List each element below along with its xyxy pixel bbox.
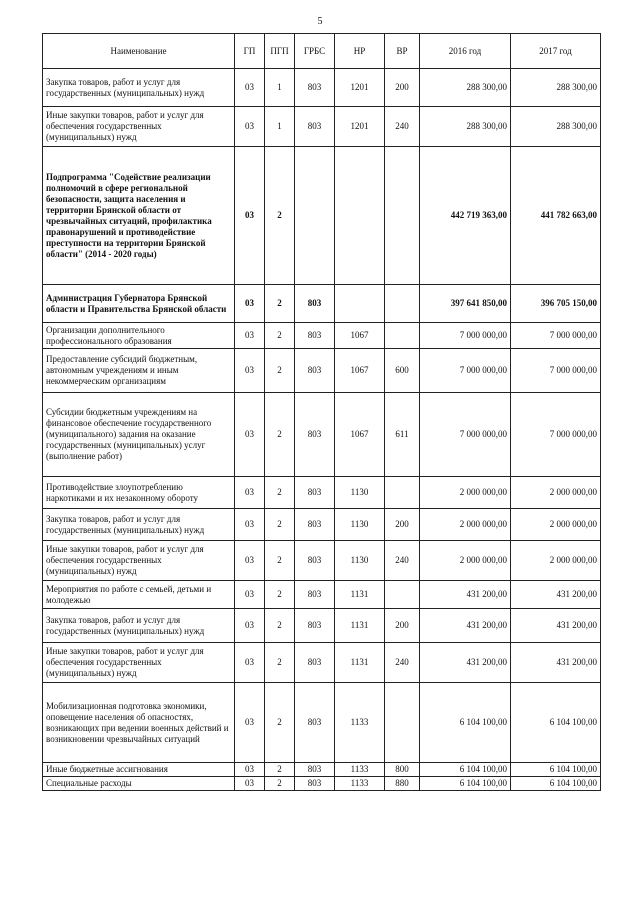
cell-y2016: 7 000 000,00 bbox=[420, 323, 511, 349]
cell-gp: 03 bbox=[235, 393, 265, 477]
cell-grbs: 803 bbox=[295, 643, 335, 683]
cell-y2016: 431 200,00 bbox=[420, 581, 511, 609]
cell-np: 1130 bbox=[335, 509, 385, 541]
cell-vr bbox=[385, 683, 420, 763]
cell-y2017: 7 000 000,00 bbox=[511, 393, 601, 477]
cell-name: Субсидии бюджетным учреждениям на финансовое обеспечение государственного (муниципального) задания на оказание государственных (муниципальных) услуг (выполнение работ) bbox=[43, 393, 235, 477]
cell-vr: 240 bbox=[385, 541, 420, 581]
cell-y2016: 6 104 100,00 bbox=[420, 777, 511, 791]
cell-name: Иные закупки товаров, работ и услуг для обеспечения государственных (муниципальных) нужд bbox=[43, 107, 235, 147]
cell-pgp: 2 bbox=[265, 541, 295, 581]
cell-np: 1133 bbox=[335, 763, 385, 777]
table-row bbox=[43, 541, 601, 581]
cell-y2016: 7 000 000,00 bbox=[420, 393, 511, 477]
cell-pgp: 2 bbox=[265, 643, 295, 683]
table-row bbox=[43, 147, 601, 285]
cell-np: 1130 bbox=[335, 541, 385, 581]
cell-pgp: 2 bbox=[265, 349, 295, 393]
cell-y2016: 288 300,00 bbox=[420, 107, 511, 147]
cell-y2017: 396 705 150,00 bbox=[511, 285, 601, 323]
cell-np: 1130 bbox=[335, 477, 385, 509]
table-row bbox=[43, 393, 601, 477]
cell-y2016: 442 719 363,00 bbox=[420, 147, 511, 285]
table-row bbox=[43, 477, 601, 509]
cell-y2017: 431 200,00 bbox=[511, 643, 601, 683]
cell-pgp: 2 bbox=[265, 285, 295, 323]
cell-name: Предоставление субсидий бюджетным, автономным учреждениям и иным некоммерческим организациям bbox=[43, 349, 235, 393]
cell-vr: 600 bbox=[385, 349, 420, 393]
cell-y2016: 6 104 100,00 bbox=[420, 763, 511, 777]
table-row bbox=[43, 349, 601, 393]
cell-pgp: 2 bbox=[265, 683, 295, 763]
cell-y2016: 397 641 850,00 bbox=[420, 285, 511, 323]
cell-y2017: 288 300,00 bbox=[511, 69, 601, 107]
cell-name: Специальные расходы bbox=[43, 777, 235, 791]
cell-pgp: 2 bbox=[265, 609, 295, 643]
header-2017: 2017 год bbox=[511, 34, 601, 69]
cell-gp: 03 bbox=[235, 323, 265, 349]
cell-grbs: 803 bbox=[295, 777, 335, 791]
table-row bbox=[43, 285, 601, 323]
cell-y2017: 431 200,00 bbox=[511, 609, 601, 643]
table-row bbox=[43, 643, 601, 683]
header-vr: ВР bbox=[385, 34, 420, 69]
cell-name: Мобилизационная подготовка экономики, оповещение населения об опасностях, возникающих при ведении военных действий и возникновении чрезвычайных ситуаций bbox=[43, 683, 235, 763]
cell-y2017: 6 104 100,00 bbox=[511, 763, 601, 777]
cell-grbs: 803 bbox=[295, 477, 335, 509]
cell-y2017: 2 000 000,00 bbox=[511, 509, 601, 541]
cell-y2017: 6 104 100,00 bbox=[511, 777, 601, 791]
cell-y2017: 431 200,00 bbox=[511, 581, 601, 609]
cell-pgp: 2 bbox=[265, 509, 295, 541]
cell-vr bbox=[385, 581, 420, 609]
cell-y2016: 2 000 000,00 bbox=[420, 509, 511, 541]
cell-y2016: 431 200,00 bbox=[420, 609, 511, 643]
cell-grbs: 803 bbox=[295, 69, 335, 107]
cell-np bbox=[335, 147, 385, 285]
table-row bbox=[43, 777, 601, 791]
cell-y2017: 2 000 000,00 bbox=[511, 541, 601, 581]
cell-grbs: 803 bbox=[295, 509, 335, 541]
cell-gp: 03 bbox=[235, 777, 265, 791]
cell-y2016: 2 000 000,00 bbox=[420, 477, 511, 509]
cell-np: 1131 bbox=[335, 609, 385, 643]
cell-vr: 200 bbox=[385, 609, 420, 643]
cell-y2016: 2 000 000,00 bbox=[420, 541, 511, 581]
cell-pgp: 2 bbox=[265, 763, 295, 777]
cell-vr bbox=[385, 323, 420, 349]
cell-y2016: 431 200,00 bbox=[420, 643, 511, 683]
page-number: 5 bbox=[317, 16, 323, 27]
cell-gp: 03 bbox=[235, 609, 265, 643]
cell-grbs: 803 bbox=[295, 285, 335, 323]
cell-name: Мероприятия по работе с семьей, детьми и молодежью bbox=[43, 581, 235, 609]
cell-np: 1067 bbox=[335, 323, 385, 349]
cell-gp: 03 bbox=[235, 147, 265, 285]
cell-name: Подпрограмма "Содействие реализации полномочий в сфере региональной безопасности, защита населения и территории Брянской области от чрезвычайных ситуаций, профилактика правонарушений и противодействие преступности на территории Брянской области" (2014 - 2020 годы) bbox=[43, 147, 235, 285]
cell-name: Администрация Губернатора Брянской области и Правительства Брянской области bbox=[43, 285, 235, 323]
cell-grbs bbox=[295, 147, 335, 285]
cell-np: 1067 bbox=[335, 393, 385, 477]
cell-vr: 200 bbox=[385, 509, 420, 541]
header-gp: ГП bbox=[235, 34, 265, 69]
cell-grbs: 803 bbox=[295, 541, 335, 581]
cell-y2016: 7 000 000,00 bbox=[420, 349, 511, 393]
cell-y2016: 6 104 100,00 bbox=[420, 683, 511, 763]
cell-grbs: 803 bbox=[295, 107, 335, 147]
cell-vr bbox=[385, 147, 420, 285]
cell-grbs: 803 bbox=[295, 683, 335, 763]
cell-y2017: 2 000 000,00 bbox=[511, 477, 601, 509]
cell-grbs: 803 bbox=[295, 763, 335, 777]
cell-gp: 03 bbox=[235, 683, 265, 763]
cell-y2017: 6 104 100,00 bbox=[511, 683, 601, 763]
header-pgp: ПГП bbox=[265, 34, 295, 69]
cell-name: Иные закупки товаров, работ и услуг для обеспечения государственных (муниципальных) нужд bbox=[43, 643, 235, 683]
header-np: НР bbox=[335, 34, 385, 69]
cell-pgp: 2 bbox=[265, 777, 295, 791]
cell-pgp: 1 bbox=[265, 69, 295, 107]
cell-grbs: 803 bbox=[295, 323, 335, 349]
header-grbs: ГРБС bbox=[295, 34, 335, 69]
cell-np: 1201 bbox=[335, 107, 385, 147]
cell-np: 1131 bbox=[335, 581, 385, 609]
table-row bbox=[43, 581, 601, 609]
cell-gp: 03 bbox=[235, 69, 265, 107]
cell-name: Закупка товаров, работ и услуг для государственных (муниципальных) нужд bbox=[43, 609, 235, 643]
cell-gp: 03 bbox=[235, 763, 265, 777]
cell-np: 1131 bbox=[335, 643, 385, 683]
cell-name: Закупка товаров, работ и услуг для государственных (муниципальных) нужд bbox=[43, 69, 235, 107]
cell-name: Иные закупки товаров, работ и услуг для обеспечения государственных (муниципальных) нужд bbox=[43, 541, 235, 581]
cell-vr: 800 bbox=[385, 763, 420, 777]
cell-gp: 03 bbox=[235, 581, 265, 609]
cell-name: Иные бюджетные ассигнования bbox=[43, 763, 235, 777]
table-row bbox=[43, 107, 601, 147]
cell-pgp: 2 bbox=[265, 147, 295, 285]
cell-vr: 880 bbox=[385, 777, 420, 791]
cell-vr: 611 bbox=[385, 393, 420, 477]
cell-grbs: 803 bbox=[295, 609, 335, 643]
cell-name: Организации дополнительного профессионального образования bbox=[43, 323, 235, 349]
cell-gp: 03 bbox=[235, 509, 265, 541]
cell-name: Противодействие злоупотреблению наркотиками и их незаконному обороту bbox=[43, 477, 235, 509]
cell-vr: 240 bbox=[385, 107, 420, 147]
cell-y2017: 288 300,00 bbox=[511, 107, 601, 147]
cell-pgp: 2 bbox=[265, 393, 295, 477]
table-row bbox=[43, 763, 601, 777]
table-row bbox=[43, 683, 601, 763]
cell-gp: 03 bbox=[235, 541, 265, 581]
cell-grbs: 803 bbox=[295, 349, 335, 393]
cell-y2017: 441 782 663,00 bbox=[511, 147, 601, 285]
cell-gp: 03 bbox=[235, 349, 265, 393]
cell-vr bbox=[385, 285, 420, 323]
header-2016: 2016 год bbox=[420, 34, 511, 69]
cell-np: 1133 bbox=[335, 777, 385, 791]
cell-pgp: 2 bbox=[265, 581, 295, 609]
table-row bbox=[43, 323, 601, 349]
table-row bbox=[43, 69, 601, 107]
cell-vr bbox=[385, 477, 420, 509]
cell-gp: 03 bbox=[235, 643, 265, 683]
table-row bbox=[43, 509, 601, 541]
cell-gp: 03 bbox=[235, 285, 265, 323]
cell-np: 1133 bbox=[335, 683, 385, 763]
cell-np bbox=[335, 285, 385, 323]
cell-y2017: 7 000 000,00 bbox=[511, 349, 601, 393]
cell-y2017: 7 000 000,00 bbox=[511, 323, 601, 349]
table-row bbox=[43, 609, 601, 643]
cell-np: 1201 bbox=[335, 69, 385, 107]
header-row bbox=[43, 34, 601, 69]
cell-vr: 240 bbox=[385, 643, 420, 683]
cell-vr: 200 bbox=[385, 69, 420, 107]
cell-name: Закупка товаров, работ и услуг для государственных (муниципальных) нужд bbox=[43, 509, 235, 541]
cell-pgp: 1 bbox=[265, 107, 295, 147]
cell-grbs: 803 bbox=[295, 581, 335, 609]
budget-table bbox=[42, 33, 601, 791]
cell-pgp: 2 bbox=[265, 477, 295, 509]
header-name: Наименование bbox=[43, 34, 235, 69]
cell-gp: 03 bbox=[235, 477, 265, 509]
cell-gp: 03 bbox=[235, 107, 265, 147]
cell-np: 1067 bbox=[335, 349, 385, 393]
cell-y2016: 288 300,00 bbox=[420, 69, 511, 107]
cell-grbs: 803 bbox=[295, 393, 335, 477]
cell-pgp: 2 bbox=[265, 323, 295, 349]
